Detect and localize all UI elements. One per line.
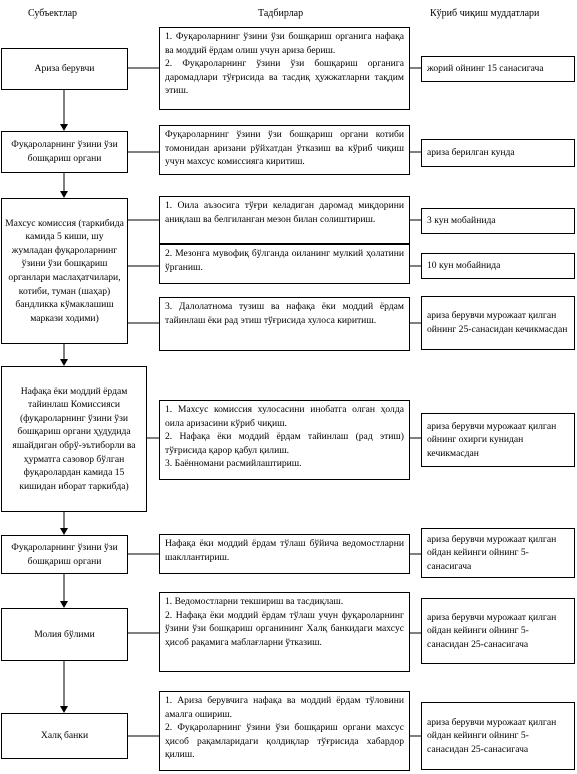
deadline-2: ариза берилган кунда — [421, 139, 575, 167]
action-box-7 — [159, 534, 410, 574]
subject-mahalla-body-2: Фуқароларнинг ўзини ўзи бошқариш органи — [1, 535, 128, 574]
subject-xalq-bank: Халқ банки — [1, 713, 128, 759]
action-step: 1. Ариза берувчига нафақа ва моддий ёрдам тўловини амалга ошириш. — [165, 695, 404, 720]
action-step: 1. Махсус комиссия хулосасини инобатга олган ҳолда оила аризасини кўриб чиқиш. — [165, 404, 404, 429]
action-box-1 — [159, 27, 410, 110]
action-box-2 — [159, 125, 410, 175]
header-subjects: Субъектлар — [28, 8, 78, 19]
deadline-3: 3 кун мобайнида — [421, 208, 575, 234]
subject-benefit-commission: Нафақа ёки моддий ёрдам тайинлаш Комиссияси (фуқароларнинг ўзини ўзи бошқариш органи ҳудудида яшайдиган обрў-эътиборли ва ҳурматга сазовор бўлган фуқаролардан камида 15 кишидан иборат таркибда) — [1, 366, 147, 512]
subject-finance-department: Молия бўлими — [1, 608, 128, 661]
action-step: 1. Фуқароларнинг ўзини ўзи бошқариш органига нафақа ва моддий ёрдам олиш учун ариза бериш. — [165, 31, 404, 56]
deadline-1: жорий ойнинг 15 санасигача — [421, 56, 575, 82]
action-box-9 — [159, 691, 410, 771]
deadline-5: ариза берувчи мурожаат қилган ойнинг 25-санасидан кечикмасдан — [421, 296, 575, 350]
action-box-6 — [159, 400, 410, 480]
subject-applicant: Ариза берувчи — [1, 48, 128, 90]
action-step: 2. Нафақа ёки моддий ёрдам тайинлаш (рад этиш) тўғрисида қарор қабул қилиш. — [165, 431, 404, 456]
subject-special-commission: Махсус комиссия (таркибида камида 5 киши, шу жумладан фуқароларнинг ўзини ўзи бошқариш органлари маслаҳатчилари, котиби, туман (шаҳар) бандликка кўмаклашиш маркази ходими) — [1, 198, 128, 344]
action-box-3 — [159, 196, 410, 244]
deadline-8: ариза берувчи мурожаат қилган ойдан кейинги ойнинг 5-санасидан 25-санасигача — [421, 598, 575, 664]
action-step: 2. Мезонга мувофиқ бўлганда оиланинг мулкий ҳолатини ўрганиш. — [165, 248, 404, 273]
action-step: 2. Фуқароларнинг ўзини ўзи бошқариш органи махсус ҳисоб рақамларидаги қолдиқлар тўғрисида хабардор қилиш. — [165, 722, 404, 761]
deadline-9: ариза берувчи мурожаат қилган ойдан кейинги ойнинг 5-санасидан 25-санасигача — [421, 702, 575, 770]
action-step: 2. Фуқароларнинг ўзини ўзи бошқариш органига даромадлари тўғрисида ва тасдиқ ҳужжатларни тақдим этиш. — [165, 58, 404, 97]
action-box-8 — [159, 592, 410, 672]
action-step: Фуқароларнинг ўзини ўзи бошқариш органи котиби томонидан аризани рўйхатдан ўтказиш ва кўриб чиқиш учун махсус комиссияга киритиш. — [165, 129, 404, 168]
action-box-4 — [159, 244, 410, 284]
action-step: 2. Нафақа ёки моддий ёрдам тўлаш учун фуқароларнинг ўзини ўзи бошқариш органининг Халқ банкидаги махсус ҳисоб рақамига маблағларни ўтказиш. — [165, 609, 404, 648]
action-step: 3. Далолатнома тузиш ва нафақа ёки моддий ёрдам тайинлаш ёки рад этиш тўғрисида хулоса киритиш. — [165, 301, 404, 326]
deadline-4: 10 кун мобайнида — [421, 253, 575, 279]
header-deadlines: Кўриб чиқиш муддатлари — [430, 8, 540, 19]
action-step: 3. Баённомани расмийлаштириш. — [165, 458, 302, 470]
header-actions: Тадбирлар — [258, 8, 304, 19]
deadline-7: ариза берувчи мурожаат қилган ойдан кейинги ойнинг 5-санасигача — [421, 528, 575, 578]
deadline-6: ариза берувчи мурожаат қилган ойнинг охирги кунидан кечикмасдан — [421, 413, 575, 467]
action-step: 1. Оила аъзосига тўғри келадиган даромад миқдорини аниқлаш ва белгиланган мезон билан солиштириш. — [165, 200, 404, 225]
subject-mahalla-body: Фуқароларнинг ўзини ўзи бошқариш органи — [1, 131, 128, 173]
action-box-5 — [159, 297, 410, 351]
action-step: 1. Ведомостларни текшириш ва тасдиқлаш. — [165, 596, 344, 607]
action-step: Нафақа ёки моддий ёрдам тўлаш бўйича ведомостларни шакллантириш. — [165, 538, 404, 563]
